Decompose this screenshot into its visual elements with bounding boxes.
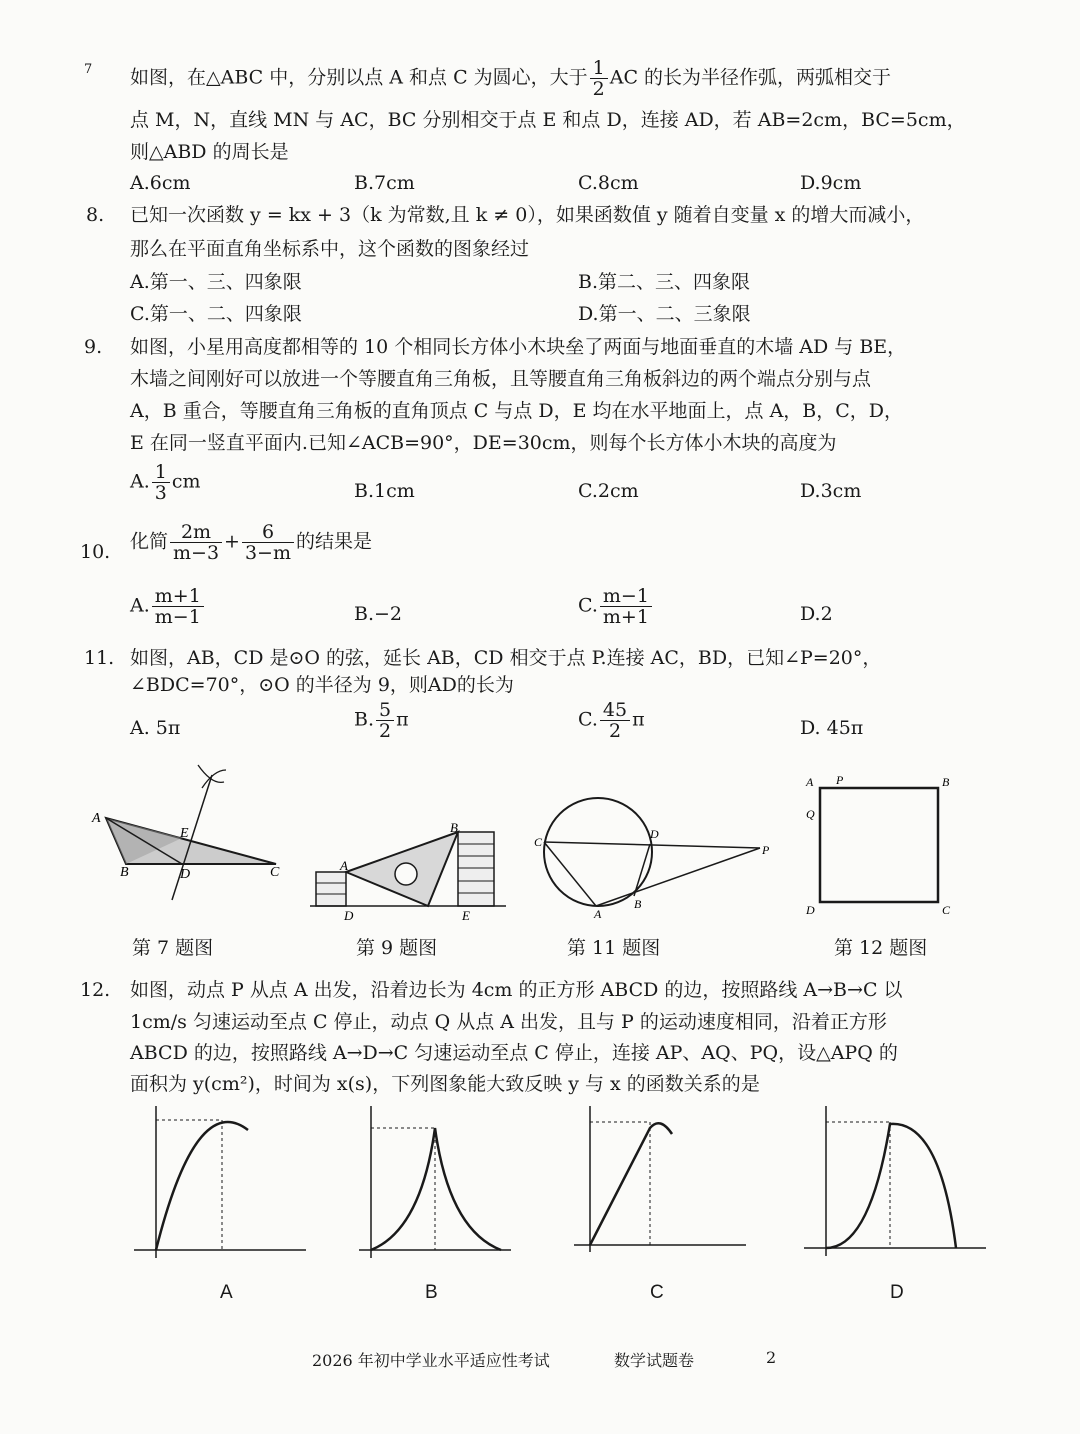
q10-option-a: A. $\frac{m+1}{m-1}$ — [130, 586, 206, 627]
q9-number: 9. — [84, 336, 103, 358]
q8-number: 8. — [86, 204, 105, 226]
graph-label-c: C — [650, 1282, 664, 1303]
fig9-wall-ad — [316, 872, 346, 906]
q7-line2: 点 M，N，直线 MN 与 AC，BC 分别相交于点 E 和点 D，连接 AD，若 AB=2cm，BC=5cm， — [130, 109, 966, 131]
q11-option-b: B. $\frac{5}{2}$ π — [354, 699, 409, 742]
q11-number: 11. — [84, 647, 115, 669]
q10-number: 10. — [80, 541, 111, 563]
graph-label-a: A — [220, 1282, 233, 1303]
caption-figure-12: 第 12 题图 — [834, 937, 928, 959]
fig7-label-e: E — [180, 826, 189, 841]
fig9-label-a: A — [340, 858, 348, 873]
q9-option-a: A. $\frac{1}{3}$ cm — [130, 461, 201, 504]
q8-option-a: A.第一、三、四象限 — [130, 271, 302, 293]
q11-line1: 如图，AB，CD 是⊙O 的弦，延长 AB，CD 相交于点 P.连接 AC，BD，已知∠P=20°， — [130, 647, 882, 669]
q7-text-a: 如图，在△ABC 中，分别以点 A 和点 C 为圆心，大于 — [130, 66, 588, 89]
figure-12 — [800, 770, 960, 920]
q10-fraction-2: $\frac{6}{3-m}$ — [242, 522, 294, 563]
q10-fraction-1: $\frac{2m}{m-3}$ — [170, 522, 222, 563]
q12-line1: 如图，动点 P 从点 A 出发，沿着边长为 4cm 的正方形 ABCD 的边，按照路线 A→B→C 以 — [130, 979, 903, 1001]
graph-label-b: B — [425, 1282, 438, 1303]
q12-line4: 面积为 y(cm²)，时间为 x(s)，下列图象能大致反映 y 与 x 的函数关系的是 — [130, 1073, 760, 1095]
q10-option-d: D.2 — [800, 603, 833, 625]
q8-line1: 已知一次函数 y = kx + 3（k 为常数,且 k ≠ 0），如果函数值 y 随着自变量 x 的增大而减小， — [130, 204, 925, 226]
fig7-label-c: C — [270, 865, 280, 880]
q12-line3: ABCD 的边，按照路线 A→D→C 匀速运动至点 C 停止，连接 AP、AQ、PQ，设△APQ 的 — [130, 1042, 898, 1064]
fig7-label-a: A — [92, 811, 101, 826]
caption-figure-11: 第 11 题图 — [567, 937, 661, 959]
fig9-label-d: D — [344, 908, 354, 923]
footer-subject: 数学试题卷 — [614, 1351, 695, 1370]
fig7-arc-2 — [202, 770, 226, 788]
fig9-board-hole — [395, 863, 417, 885]
figure-7 — [90, 760, 290, 910]
fig9-wall-be — [458, 832, 494, 906]
q11-option-c: C. $\frac{45}{2}$ π — [578, 699, 645, 742]
q7-line1 — [130, 58, 891, 99]
q7-option-d: D.9cm — [800, 172, 862, 194]
q9-option-b: B.1cm — [354, 480, 415, 502]
q10-expression: 化简 $\frac{2m}{m-3}$ + $\frac{6}{3-m}$ 的结果是 — [130, 521, 373, 564]
fig12-label-b: B — [942, 775, 950, 789]
fig11-line-ap — [596, 848, 760, 906]
fig12-label-c: C — [942, 903, 951, 917]
q11-option-b-fraction: $\frac{5}{2}$ — [376, 700, 394, 741]
q11-option-d: D. 45π — [800, 717, 864, 739]
q7-text-b: AC 的长为半径作弧，两弧相交于 — [609, 66, 892, 89]
graph-d-curve — [826, 1124, 956, 1248]
graph-a-curve — [156, 1122, 248, 1250]
q9-line2: 木墙之间刚好可以放进一个等腰直角三角板，且等腰直角三角板斜边的两个端点分别与点 — [130, 368, 872, 390]
q9-line4: E 在同一竖直平面内.已知∠ACB=90°，DE=30cm，则每个长方体小木块的高度为 — [130, 432, 837, 454]
q9-option-a-fraction: $\frac{1}{3}$ — [152, 462, 170, 503]
q11-line2: ∠BDC=70°，⊙O 的半径为 9，则AD的长为 — [130, 674, 514, 696]
fig11-label-a: A — [594, 907, 602, 921]
q9-line3: A，B 重合，等腰直角三角板的直角顶点 C 与点 D，E 均在水平地面上，点 A，B，C，D， — [130, 400, 904, 422]
figure-11 — [530, 790, 780, 920]
q10-option-c: C. $\frac{m-1}{m+1}$ — [578, 586, 654, 627]
fig9-label-e: E — [462, 908, 470, 923]
fig12-label-q: Q — [806, 807, 815, 821]
q8-line2: 那么在平面直角坐标系中，这个函数的图象经过 — [130, 238, 530, 260]
footer-exam-title: 2026 年初中学业水平适应性考试 — [312, 1351, 550, 1370]
q7-fraction: $\frac{1}{2}$ — [590, 58, 608, 99]
fig11-label-d: D — [650, 827, 659, 841]
fig11-label-p: P — [762, 843, 770, 857]
q12-number: 12. — [80, 979, 111, 1001]
caption-figure-7: 第 7 题图 — [132, 937, 214, 959]
q11-option-c-fraction: $\frac{45}{2}$ — [600, 700, 630, 741]
fig12-label-a: A — [806, 775, 814, 789]
q8-option-b: B.第二、三、四象限 — [578, 271, 751, 293]
graph-label-d: D — [890, 1282, 904, 1303]
fig7-label-d: D — [180, 867, 191, 882]
fig11-chord-ac — [544, 842, 596, 906]
graph-option-d — [800, 1100, 990, 1260]
q7-option-b: B.7cm — [354, 172, 415, 194]
fig9-label-b: B — [450, 820, 458, 835]
q9-option-d: D.3cm — [800, 480, 862, 502]
q9-line1: 如图，小星用高度都相等的 10 个相同长方体小木块垒了两面与地面垂直的木墙 AD 与 BE， — [130, 336, 907, 358]
q7-option-a: A.6cm — [130, 172, 191, 194]
q10-option-c-fraction: $\frac{m-1}{m+1}$ — [600, 586, 652, 627]
q11-option-a: A. 5π — [130, 717, 181, 739]
fig12-label-d: D — [806, 903, 815, 917]
q8-option-d: D.第一、二、三象限 — [578, 303, 751, 325]
graph-c-curve — [590, 1123, 672, 1245]
q7-number: 7 — [84, 62, 93, 77]
q10-option-b: B.−2 — [354, 603, 403, 625]
q12-line2: 1cm/s 匀速运动至点 C 停止，动点 Q 从点 A 出发，且与 P 的运动速度相同，沿着正方形 — [130, 1011, 887, 1033]
figure-9 — [310, 820, 510, 930]
fig11-label-c: C — [534, 835, 543, 849]
q7-option-c: C.8cm — [578, 172, 639, 194]
q10-option-a-fraction: $\frac{m+1}{m-1}$ — [152, 586, 204, 627]
footer-page-number: 2 — [766, 1348, 777, 1367]
fig11-label-b: B — [634, 897, 642, 911]
fig12-square — [820, 788, 938, 902]
graph-option-c — [570, 1100, 750, 1260]
caption-figure-9: 第 9 题图 — [356, 937, 438, 959]
graph-option-a — [130, 1100, 310, 1260]
graph-b-curve — [371, 1128, 501, 1250]
q9-option-c: C.2cm — [578, 480, 639, 502]
fig7-label-b: B — [120, 865, 129, 880]
q7-line3: 则△ABD 的周长是 — [130, 141, 289, 163]
q8-option-c: C.第一、二、四象限 — [130, 303, 302, 325]
fig12-label-p: P — [836, 773, 844, 787]
graph-option-b — [355, 1100, 515, 1260]
